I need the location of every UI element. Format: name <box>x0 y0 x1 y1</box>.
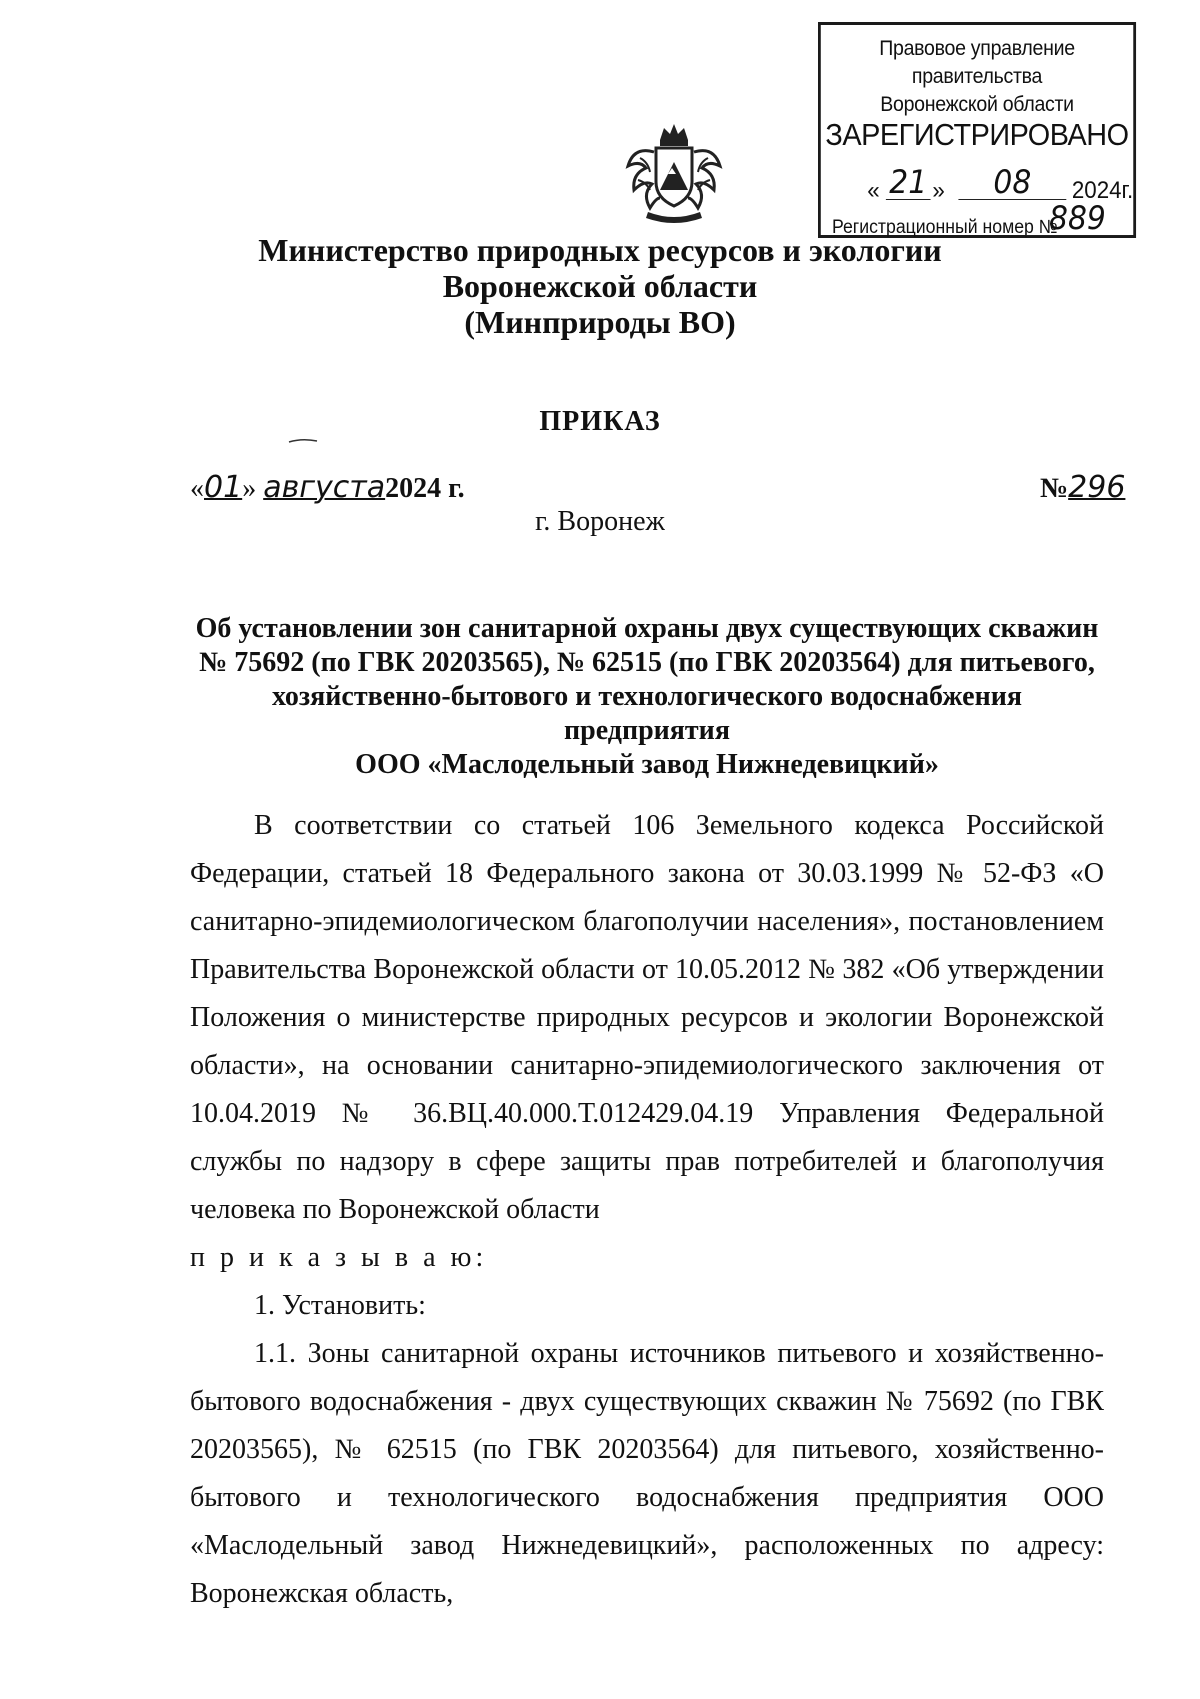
ministry-line1: Министерство природных ресурсов и экологии <box>258 232 942 268</box>
stamp-year: 2024г. <box>1071 177 1134 204</box>
date-quote-close: » <box>242 473 257 504</box>
date-quote-open: « <box>190 473 204 504</box>
stamp-day: 21 <box>886 165 931 200</box>
order-date-month: августа <box>263 470 386 505</box>
stamp-status: ЗАРЕГИСТРИРОВАНО <box>825 117 1129 152</box>
ministry-header <box>0 232 1200 340</box>
order-date-year: 2024 г. <box>385 473 465 504</box>
order-number-value: 296 <box>1068 470 1126 505</box>
order-city: г. Воронеж <box>535 506 665 537</box>
order-title: ПРИКАЗ <box>539 406 661 437</box>
order-word: п р и к а з ы в а ю: <box>190 1242 488 1273</box>
stamp-quote-close: » <box>932 177 945 204</box>
stamp-org-line1: Правовое управление правительства <box>879 37 1075 88</box>
stamp-reg-value: 889 <box>1025 201 1129 236</box>
order-number-prefix: № <box>1040 473 1069 504</box>
stamp-quote-open: « <box>867 177 880 204</box>
voronezh-coat-of-arms-icon <box>620 118 728 230</box>
order-date <box>190 470 465 505</box>
ministry-line2: Воронежской области <box>442 268 758 304</box>
stamp-organization <box>821 35 1133 119</box>
stamp-org-line2: Воронежской области <box>880 93 1074 116</box>
preamble-paragraph: В соответствии со статьей 106 Земельного кодекса Российской Федерации, статьей 18 Федерального закона от 30.03.1999 № 52-ФЗ «О санитарно-эпидемиологическом благополучии населения», постановлением Правительства Воронежской области от 10.05.2012 № 382 «Об утверждении Положения о министерстве природных ресурсов и экологии Воронежской области», на основании санитарно-эпидемиологического заключения от 10.04.2019 № 36.ВЦ.40.000.Т.012429.04.19 Управления Федеральной службы по надзору в сфере защиты прав потребителей и благополучия человека по Воронежской области <box>190 810 1104 1225</box>
subject-line3: хозяйственно-бытового и технологического водоснабжения предприятия <box>271 681 1023 746</box>
order-date-day: 01 <box>204 470 243 505</box>
item-1: 1. Установить: <box>254 1290 426 1321</box>
subject-line4: ООО «Маслодельный завод Нижнедевицкий» <box>355 749 939 780</box>
order-body <box>190 802 1104 1618</box>
stamp-month: 08 <box>958 165 1066 200</box>
order-number <box>1040 470 1125 505</box>
item-1-1: 1.1. Зоны санитарной охраны источников питьевого и хозяйственно-бытового водоснабжения - двух существующих скважин № 75692 (по ГВК 20203565), № 62515 (по ГВК 20203564) для питьевого, хозяйственно-бытового и технологического водоснабжения предприятия ООО «Маслодельный завод Нижнедевицкий», расположенных по адресу: Воронежская область, <box>190 1338 1104 1609</box>
subject-line1: Об установлении зон санитарной охраны двух существующих скважин <box>195 613 1099 644</box>
pen-mark-icon <box>288 438 318 444</box>
registration-stamp <box>818 22 1136 238</box>
stamp-reg-label: Регистрационный номер № <box>831 217 1058 238</box>
order-subject <box>190 612 1104 782</box>
subject-line2: № 75692 (по ГВК 20203565), № 62515 (по ГВК 20203564) для питьевого, <box>199 647 1095 678</box>
ministry-line3: (Минприроды ВО) <box>464 304 736 340</box>
